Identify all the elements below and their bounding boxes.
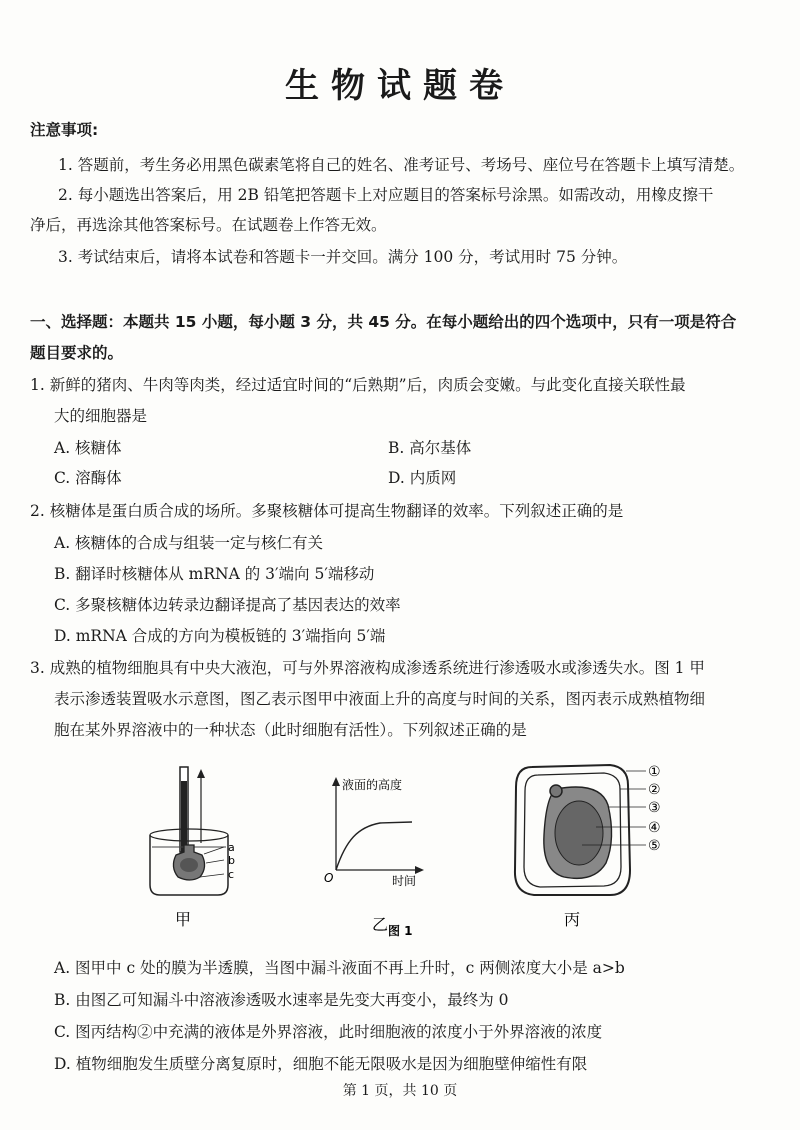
q2-option-d: D. mRNA 合成的方向为模板链的 3′端指向 5′端 bbox=[54, 627, 386, 645]
label-b: b bbox=[228, 854, 235, 867]
notice-item-2-line-2: 净后，再选涂其他答案标号。在试题卷上作答无效。 bbox=[30, 216, 387, 234]
q1-stem-line-1: 1. 新鲜的猪肉、牛肉等肉类，经过适宜时间的“后熟期”后，肉质会变嫩。与此变化直接关联性最 bbox=[30, 376, 686, 394]
q1-stem-line-2: 大的细胞器是 bbox=[54, 407, 148, 425]
section-heading-line-2: 题目要求的。 bbox=[30, 344, 124, 362]
page-title: 生物试题卷 bbox=[285, 66, 515, 106]
q3-stem-line-3: 胞在某外界溶液中的一种状态（此时细胞有活性）。下列叙述正确的是 bbox=[54, 721, 527, 739]
q2-option-c: C. 多聚核糖体边转录边翻译提高了基因表达的效率 bbox=[54, 596, 401, 614]
figure-1 bbox=[0, 755, 800, 945]
section-heading-line-1: 一、选择题：本题共 15 小题，每小题 3 分，共 45 分。在每小题给出的四个选项中，只有一项是符合 bbox=[30, 313, 737, 331]
bing-label-3: ③ bbox=[648, 800, 661, 816]
q3-option-c: C. 图丙结构②中充满的液体是外界溶液，此时细胞液的浓度小于外界溶液的浓度 bbox=[54, 1023, 603, 1041]
label-c: c bbox=[228, 868, 235, 881]
diagram-yi bbox=[324, 777, 424, 934]
figure-caption: 图 1 bbox=[388, 924, 413, 938]
notice-item-2-line-1: 2. 每小题选出答案后，用 2B 铅笔把答题卡上对应题目的答案标号涂黑。如需改动，用橡皮擦干 bbox=[58, 186, 714, 204]
label-yi: 乙 bbox=[372, 915, 389, 934]
notice-heading: 注意事项: bbox=[30, 121, 99, 139]
yi-ylabel: 液面的高度 bbox=[342, 778, 403, 792]
q1-option-c: C. 溶酶体 bbox=[54, 469, 122, 487]
bing-label-2: ② bbox=[648, 782, 661, 798]
diagram-jia bbox=[150, 767, 235, 929]
diagram-bing bbox=[515, 764, 661, 929]
label-a: a bbox=[228, 841, 235, 854]
label-jia: 甲 bbox=[175, 910, 192, 929]
bing-label-1: ① bbox=[648, 764, 661, 780]
label-bing: 丙 bbox=[564, 910, 581, 929]
q2-stem: 2. 核糖体是蛋白质合成的场所。多聚核糖体可提高生物翻译的效率。下列叙述正确的是 bbox=[30, 502, 624, 520]
yi-origin: O bbox=[324, 871, 334, 885]
q3-stem-line-1: 3. 成熟的植物细胞具有中央大液泡，可与外界溶液构成渗透系统进行渗透吸水或渗透失水。图 1 甲 bbox=[30, 659, 705, 677]
q1-option-a: A. 核糖体 bbox=[54, 439, 122, 457]
q1-option-d: D. 内质网 bbox=[388, 469, 457, 487]
notice-item-1: 1. 答题前，考生务必用黑色碳素笔将自己的姓名、准考证号、考场号、座位号在答题卡上填写清楚。 bbox=[58, 156, 745, 174]
bing-label-5: ⑤ bbox=[648, 838, 661, 854]
q3-option-b: B. 由图乙可知漏斗中溶液渗透吸水速率是先变大再变小，最终为 0 bbox=[54, 991, 509, 1009]
q3-option-d: D. 植物细胞发生质壁分离复原时，细胞不能无限吸水是因为细胞壁伸缩性有限 bbox=[54, 1055, 588, 1073]
q2-option-a: A. 核糖体的合成与组装一定与核仁有关 bbox=[54, 534, 324, 552]
page-footer: 第 1 页，共 10 页 bbox=[342, 1083, 458, 1099]
bing-label-4: ④ bbox=[648, 820, 661, 836]
q3-option-a: A. 图甲中 c 处的膜为半透膜，当图中漏斗液面不再上升时，c 两侧浓度大小是 a>b bbox=[54, 959, 625, 977]
q1-option-b: B. 高尔基体 bbox=[388, 439, 472, 457]
yi-xlabel: 时间 bbox=[392, 874, 417, 888]
notice-item-3: 3. 考试结束后，请将本试卷和答题卡一并交回。满分 100 分，考试用时 75 分钟。 bbox=[58, 248, 628, 266]
q3-stem-line-2: 表示渗透装置吸水示意图，图乙表示图甲中液面上升的高度与时间的关系，图丙表示成熟植物细 bbox=[54, 690, 706, 708]
q2-option-b: B. 翻译时核糖体从 mRNA 的 3′端向 5′端移动 bbox=[54, 565, 375, 583]
